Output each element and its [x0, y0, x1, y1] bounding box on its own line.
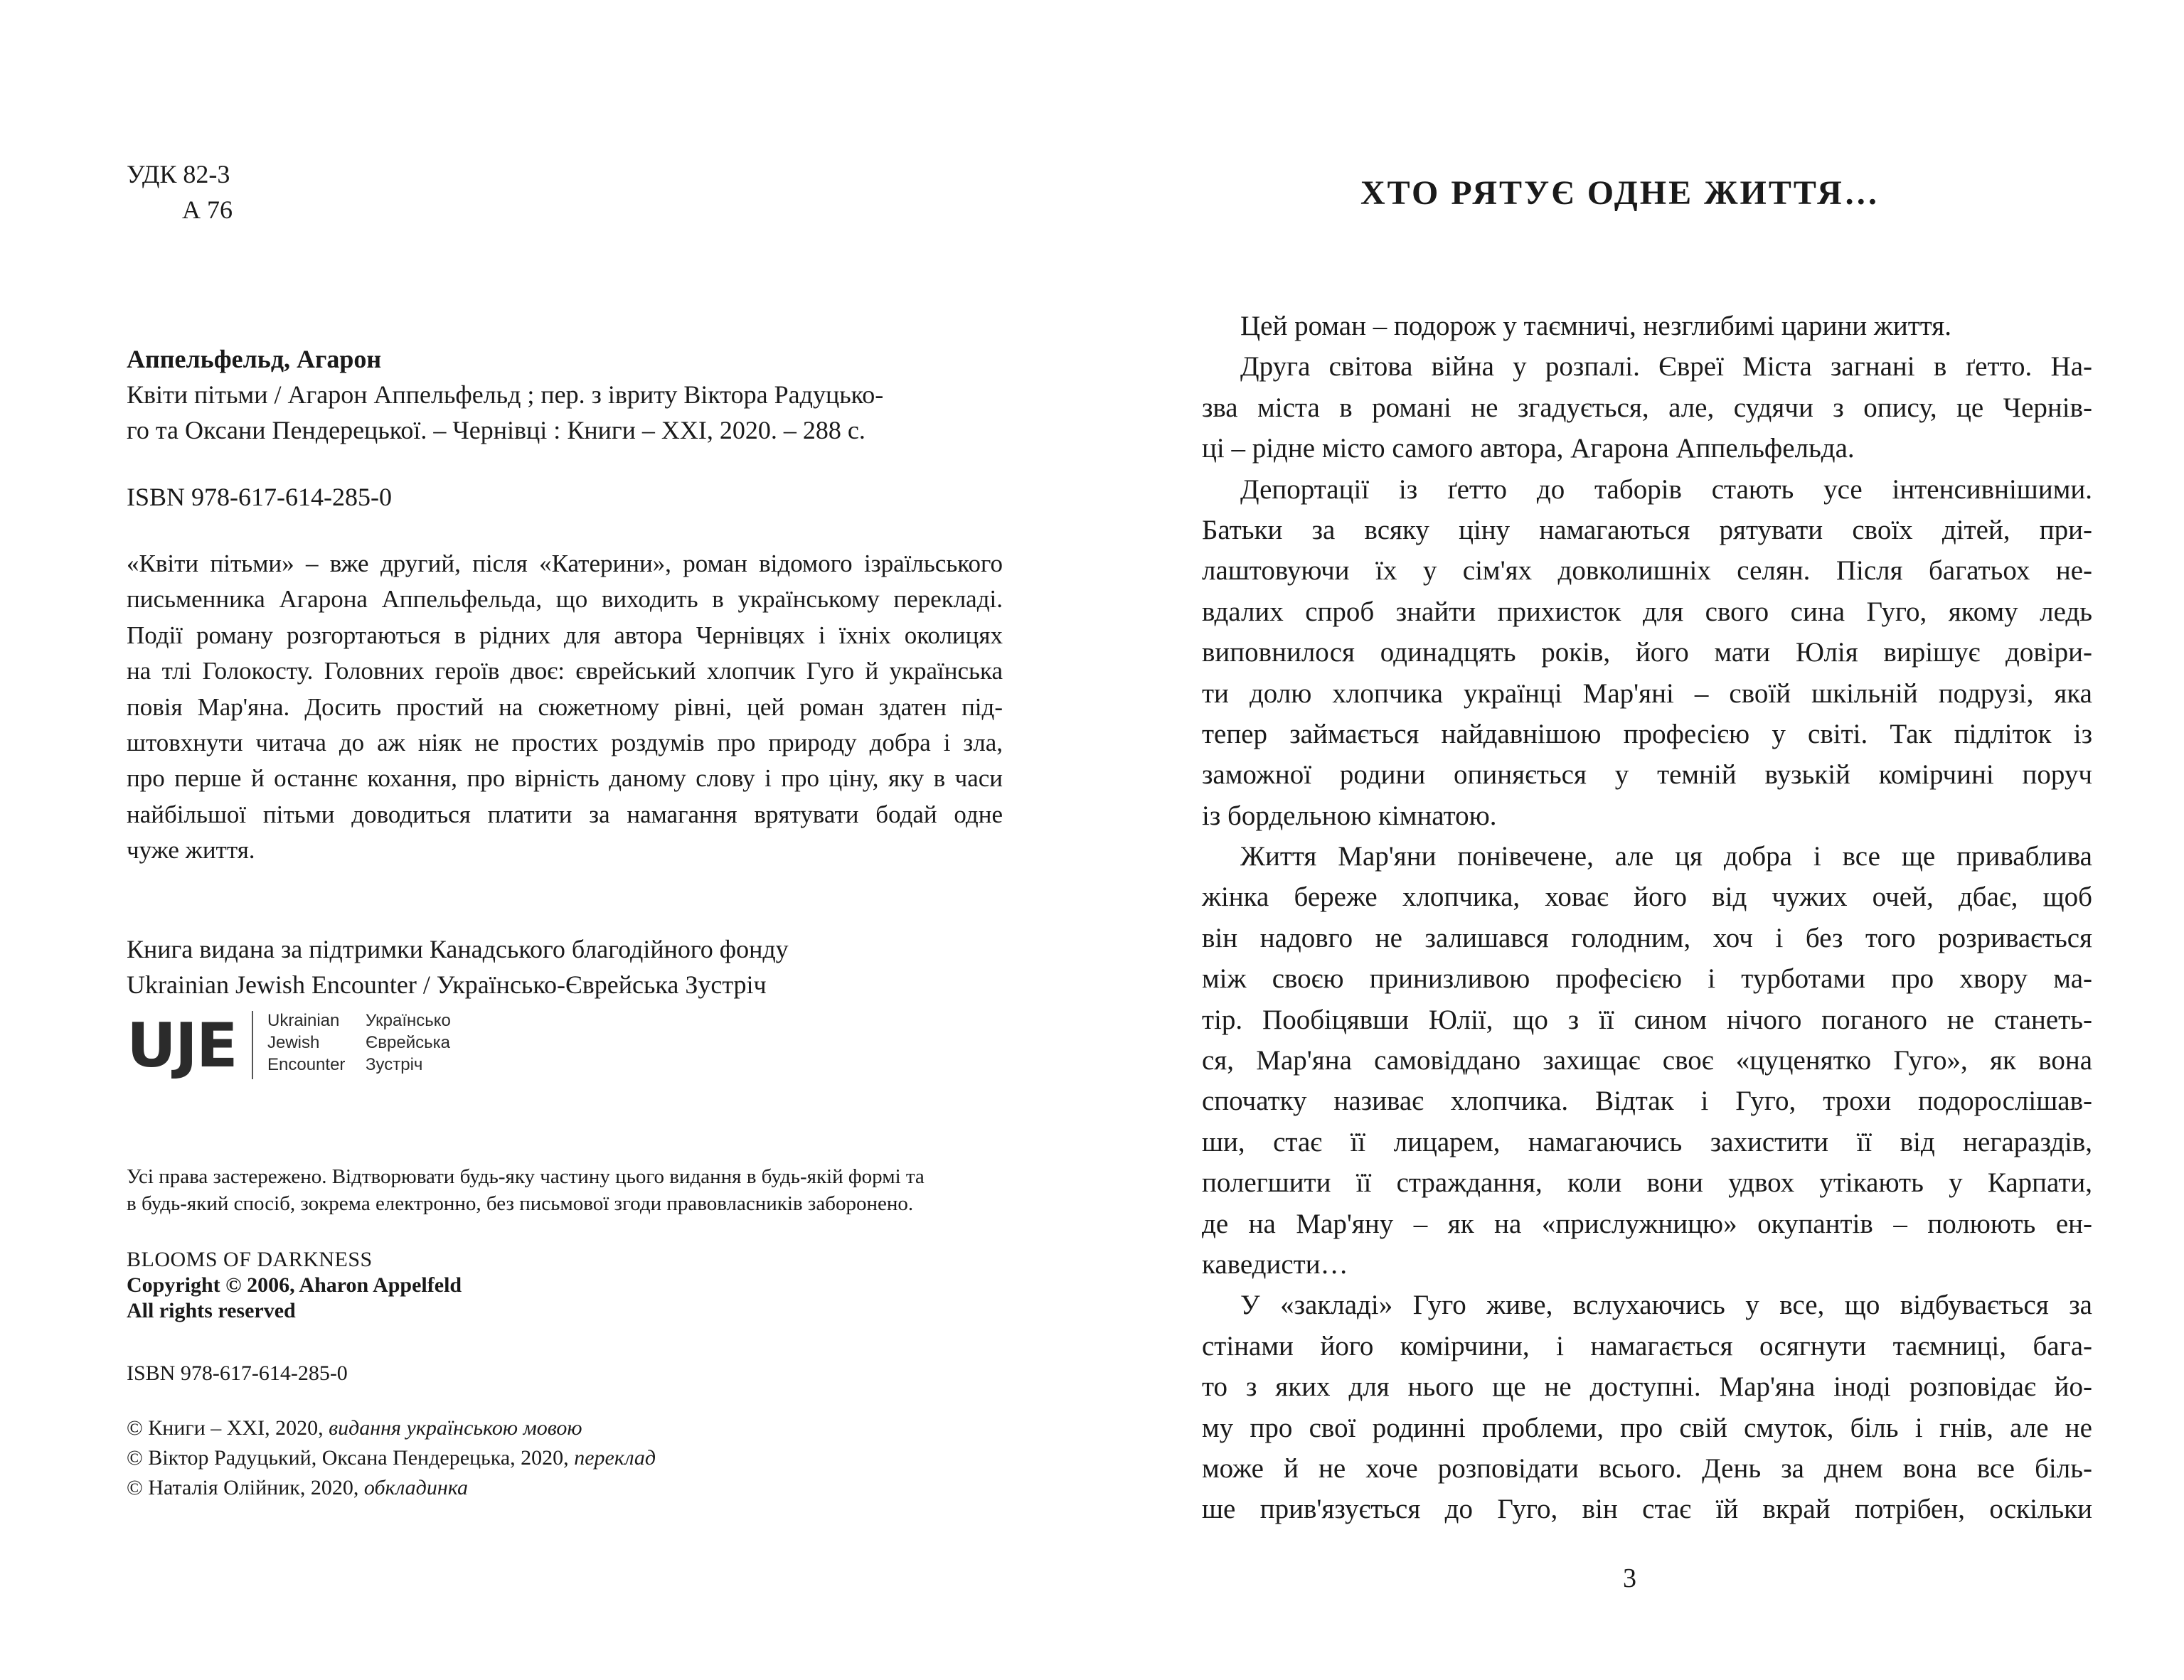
preface-line: Батьки за всяку ціну намагаються рятувати своїх дітей, при- [1202, 514, 2092, 545]
preface-line: спочатку називає хлопчика. Відтак і Гуго, трохи подорослішав- [1202, 1086, 2092, 1117]
preface-line: Життя Мар'яни понівечене, але ця добра і все ще приваблива [1240, 841, 2092, 872]
logo-english-text [267, 1010, 345, 1076]
preface-line: між своєю принизливою професією і турботами про хвору ма- [1202, 963, 2092, 995]
preface-line: ся, Мар'яна самовіддано захищає своє «цуценятко Гуго», як вона [1202, 1045, 2092, 1076]
preface-line: ши, стає її лицарем, намагаючись захистити її від негараздів, [1202, 1126, 2092, 1157]
preface-line: Цей роман – подорож у таємничі, незглибимі царини життя. [1240, 311, 1951, 341]
logo-word: Ukrainian [267, 1011, 340, 1030]
preface-line: то з яких для нього ще не доступні. Мар'яна іноді розповідає йо- [1202, 1371, 2092, 1403]
author-mark: А 76 [182, 196, 233, 224]
copyright-line [127, 1473, 656, 1503]
catalog-line: Квіти пітьми / Агарон Аппельфельд ; пер. з івриту Віктора Радуцько- [127, 380, 884, 409]
original-reserved: All rights reserved [127, 1299, 296, 1322]
preface-body [1202, 306, 2092, 1530]
original-copyright: Copyright © 2006, Aharon Appelfeld [127, 1273, 462, 1297]
support-line: Книга видана за підтримки Канадського благодійного фонду [127, 935, 789, 963]
annotation-line: про перше й останнє кохання, про вірність даному слову і про ціну, яку в часи [127, 764, 1003, 793]
preface-line: стінами його комірчини, і намагається осягнути таємниці, бага- [1202, 1330, 2092, 1361]
annotation-line: на тлі Голокосту. Головних героїв двоє: єврейський хлопчик Гуго й українська [127, 657, 1003, 685]
annotation-line: «Квіти пітьми» – вже другий, після «Катерини», роман відомого ізраїльського [127, 550, 1003, 577]
preface-line: він надовго не залишався голодним, хоч і без того розривається [1202, 922, 2092, 953]
preface-line: жінка береже хлопчика, ховає його від чужих очей, дбає, щоб [1202, 882, 2092, 913]
support-line: Ukrainian Jewish Encounter / Українсько-Єврейська Зустріч [127, 970, 767, 999]
preface-line: заможної родини опиняється у темній вузькій комірчині поруч [1202, 759, 2092, 791]
copyright-list [127, 1413, 656, 1503]
original-title: BLOOMS OF DARKNESS [127, 1248, 373, 1271]
preface-line: ці – рідне місто самого автора, Агарона Аппельфельда. [1202, 433, 1855, 464]
logo-word: Єврейська [366, 1033, 450, 1052]
logo-word: Зустріч [366, 1055, 423, 1074]
annotation-line: найбільшої пітьми доводиться платити за намагання врятувати бодай одне [127, 800, 1003, 828]
catalog-entry [127, 341, 1008, 515]
preface-line: У «закладі» Гуго живе, вслухаючись у все, що відбувається за [1240, 1290, 2092, 1321]
copyright-holder: © Наталія Олійник, 2020, [127, 1476, 364, 1499]
preface-line: лаштовуючи їх у сім'ях довколишніх селян. Після багатьох не- [1202, 555, 2092, 587]
support-note [127, 931, 789, 1002]
preface-line: тір. Пообіцявши Юлії, що з її сином нічого поганого не станеть- [1202, 1004, 2092, 1035]
annotation [127, 546, 1003, 869]
preface-line: із бордельною кімнатою. [1202, 800, 1497, 831]
catalog-line: го та Оксани Пендерецької. – Чернівці : Книги – ХХІ, 2020. – 288 с. [127, 416, 865, 444]
copyright-holder: © Книги – ХХІ, 2020, [127, 1416, 329, 1440]
logo-word: Українсько [366, 1011, 451, 1030]
preface-line: тепер займається найдавнішою професією у світі. Так підліток із [1202, 718, 2092, 749]
rights-line: в будь-який спосіб, зокрема електронно, без письмової згоди правовласників заборонено. [127, 1192, 914, 1215]
copyright-line [127, 1413, 656, 1443]
right-page [1092, 0, 2184, 1680]
preface-title: ХТО РЯТУЄ ОДНЕ ЖИТТЯ… [1360, 174, 1880, 212]
annotation-line: повія Мар'яна. Досить простий на сюжетному рівні, цей роман здатен під- [127, 692, 1003, 721]
page-number: 3 [1623, 1563, 1636, 1593]
uje-logo [127, 1010, 482, 1081]
preface-line: каведисти… [1202, 1248, 1348, 1280]
annotation-line: письменника Агарона Аппельфельда, що виходить в українському перекладі. [127, 585, 1003, 614]
original-edition [127, 1247, 462, 1324]
copyright-holder: © Віктор Радуцький, Оксана Пендерецька, 2020, [127, 1446, 575, 1470]
preface-line: Друга світова війна у розпалі. Євреї Міста загнані в ґетто. На- [1240, 351, 2092, 382]
preface-line: де на Мар'яну – як на «прислужницю» окупантів – полюють ен- [1202, 1208, 2092, 1239]
preface-line: ше прив'язується до Гуго, він стає їй вкрай потрібен, оскільки [1202, 1494, 2092, 1525]
preface-line: зва міста в романі не згадується, але, судячи з опису, це Чернів- [1202, 392, 2092, 423]
copyright-line [127, 1443, 656, 1473]
preface-line: може й не хоче розповідати всього. День за днем вона все біль- [1202, 1452, 2092, 1484]
logo-ukrainian-text [366, 1010, 451, 1076]
copyright-note: видання українською мовою [329, 1416, 582, 1440]
preface-line: виповнилося одинадцять років, його мати Юлія вирішує довіри- [1202, 637, 2092, 668]
copyright-note: обкладинка [363, 1476, 468, 1499]
rights-line: Усі права застережено. Відтворювати будь-яку частину цього видання в будь-якій формі та [127, 1165, 925, 1188]
preface-line: Депортації із ґетто до таборів стають усе інтенсивнішими. [1240, 473, 2092, 505]
preface-line: ти долю хлопчика українці Мар'яні – своїй шкільній подрузі, яка [1202, 678, 2092, 709]
logo-word: Jewish [267, 1033, 320, 1052]
preface-line: полегшити її страждання, коли вони удвох утікають у Карпати, [1202, 1167, 2092, 1199]
logo-divider [252, 1011, 253, 1079]
catalog-isbn: ISBN 978-617-614-285-0 [127, 483, 392, 511]
copyright-note: переклад [574, 1446, 656, 1470]
udk-line: УДК 82-3 [127, 160, 230, 188]
annotation-line: штовхнути читача до аж ніяк не простих роздумів про природу добра і зла, [127, 728, 1003, 756]
annotation-line: чуже життя. [127, 836, 255, 865]
isbn-secondary: ISBN 978-617-614-285-0 [127, 1361, 348, 1385]
uje-logo-mark: UJE [127, 1010, 237, 1081]
preface-line: вдалих спроб знайти прихисток для свого сина Гуго, якому ледь [1202, 596, 2092, 627]
preface-line: му про свої родинні проблеми, про свій смуток, біль і гнів, але не [1202, 1412, 2092, 1443]
udk-code [127, 156, 233, 228]
annotation-line: Події роману розгортаються в рідних для автора Чернівцях і їхніх околицях [127, 621, 1003, 649]
rights-notice [127, 1163, 925, 1217]
catalog-author: Аппельфельд, Агарон [127, 345, 382, 373]
logo-word: Encounter [267, 1055, 346, 1074]
